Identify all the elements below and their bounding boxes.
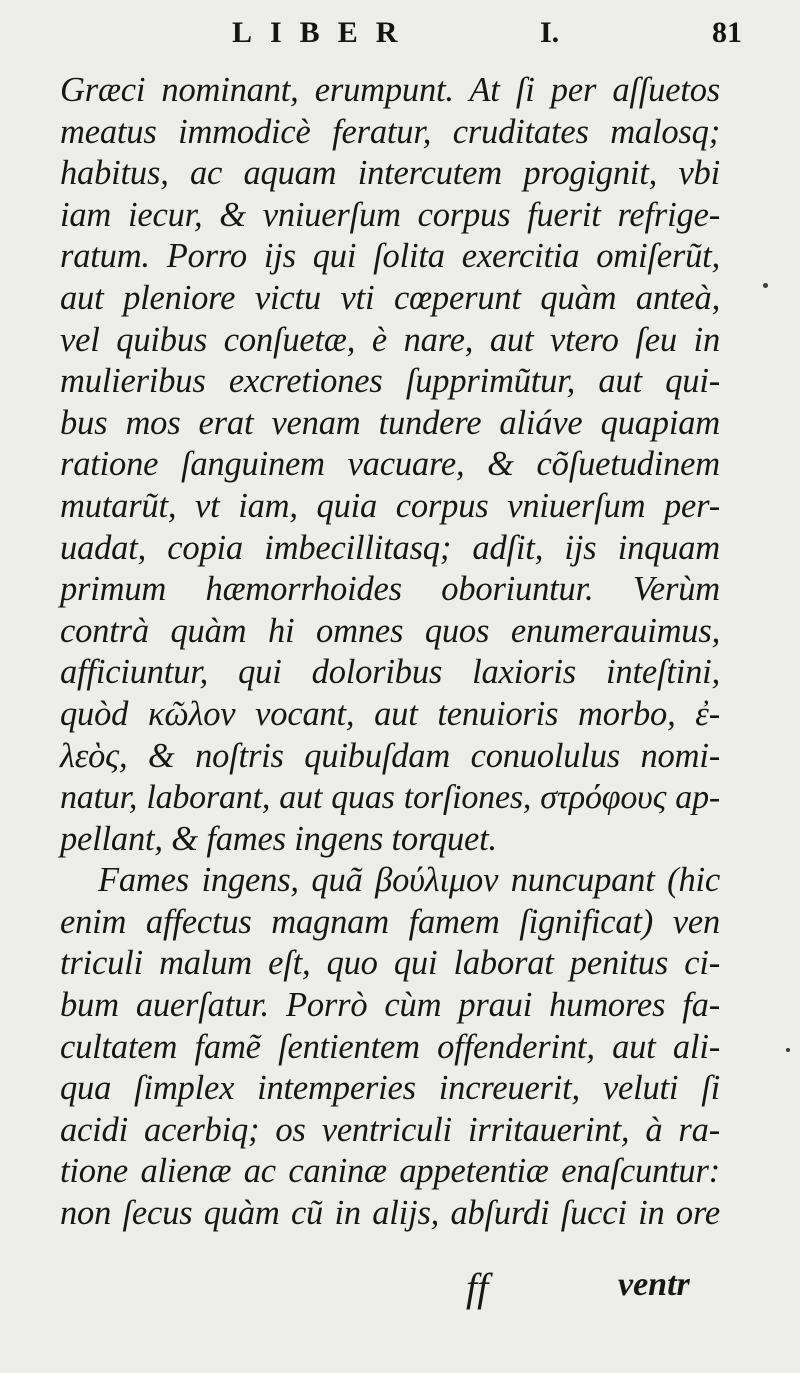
text-line: mutarũt, vt iam, quia corpus vniuerſum per- (60, 486, 720, 525)
text-line: vel quibus conſuetæ, è nare, aut vtero ſeu in (60, 320, 720, 359)
text-line: qua ſimplex intemperies increuerit, veluti ſi (60, 1069, 720, 1108)
text-line: ratum. Porro ijs qui ſolita exercitia omiſerũt, (60, 237, 720, 276)
catchword: ventr (618, 1266, 690, 1303)
signature-mark: ff (466, 1265, 489, 1310)
text-line: enim affectus magnam famem ſignificat) ven (60, 902, 720, 941)
text-line: λεὸς, & noſtris quibuſdam conuolulus nomi- (60, 736, 720, 775)
text-line: non ſecus quàm cũ in alijs, abſurdi ſucci in ore (60, 1194, 720, 1233)
text-line: tione alienæ ac caninæ appetentiæ enaſcuntur: (60, 1152, 720, 1191)
body-text (60, 70, 720, 1235)
text-line: bus mos erat venam tundere aliáve quapiam (60, 403, 720, 442)
ink-speck (763, 283, 768, 288)
text-line: pellant, & fames ingens torquet. (60, 819, 497, 858)
text-line: ratione ſanguinem vacuare, & cõſuetudinem (60, 445, 720, 484)
text-line: bum auerſatur. Porrò cùm praui humores fa- (60, 986, 720, 1025)
text-line: afficiuntur, qui doloribus laxioris inteſtini, (60, 653, 720, 692)
text-line: cultatem famẽ ſentientem offenderint, aut ali- (60, 1027, 720, 1066)
book-number: I. (540, 16, 560, 49)
text-line: uadat, copia imbecillitasq; adſit, ijs inquam (60, 528, 720, 567)
paragraph-start-line: Fames ingens, quã βούλιμον nuncupant (hic (98, 861, 720, 900)
text-line: aut pleniore victu vti cœperunt quàm anteà, (60, 278, 720, 317)
text-line: triculi malum eſt, quo qui laborat penitus ci- (60, 944, 720, 983)
ink-speck (786, 1048, 790, 1052)
text-line: primum hæmorrhoides oboriuntur. Verùm (60, 570, 720, 609)
text-line: meatus immodicè feratur, cruditates malosq; (60, 112, 720, 151)
text-line: acidi acerbiq; os ventriculi irritauerint, à ra- (60, 1110, 720, 1149)
text-line: contrà quàm hi omnes quos enumerauimus, (60, 611, 720, 650)
folio-number: 81 (712, 16, 742, 49)
text-line: iam iecur, & vniuerſum corpus fuerit refrige- (60, 195, 720, 234)
text-line: Græci nominant, erumpunt. At ſi per aſſuetos (60, 71, 720, 109)
book-label: LIBER (232, 16, 416, 49)
running-head (0, 14, 800, 58)
text-line: quòd κῶλον vocant, aut tenuioris morbo, ἐ- (60, 694, 720, 733)
text-line: natur, laborant, aut quas torſiones, στρόφους ap- (60, 779, 720, 817)
text-line: mulieribus excretiones ſupprimũtur, aut qui- (60, 362, 720, 401)
text-line: habitus, ac aquam intercutem progignit, vbi (60, 154, 720, 193)
